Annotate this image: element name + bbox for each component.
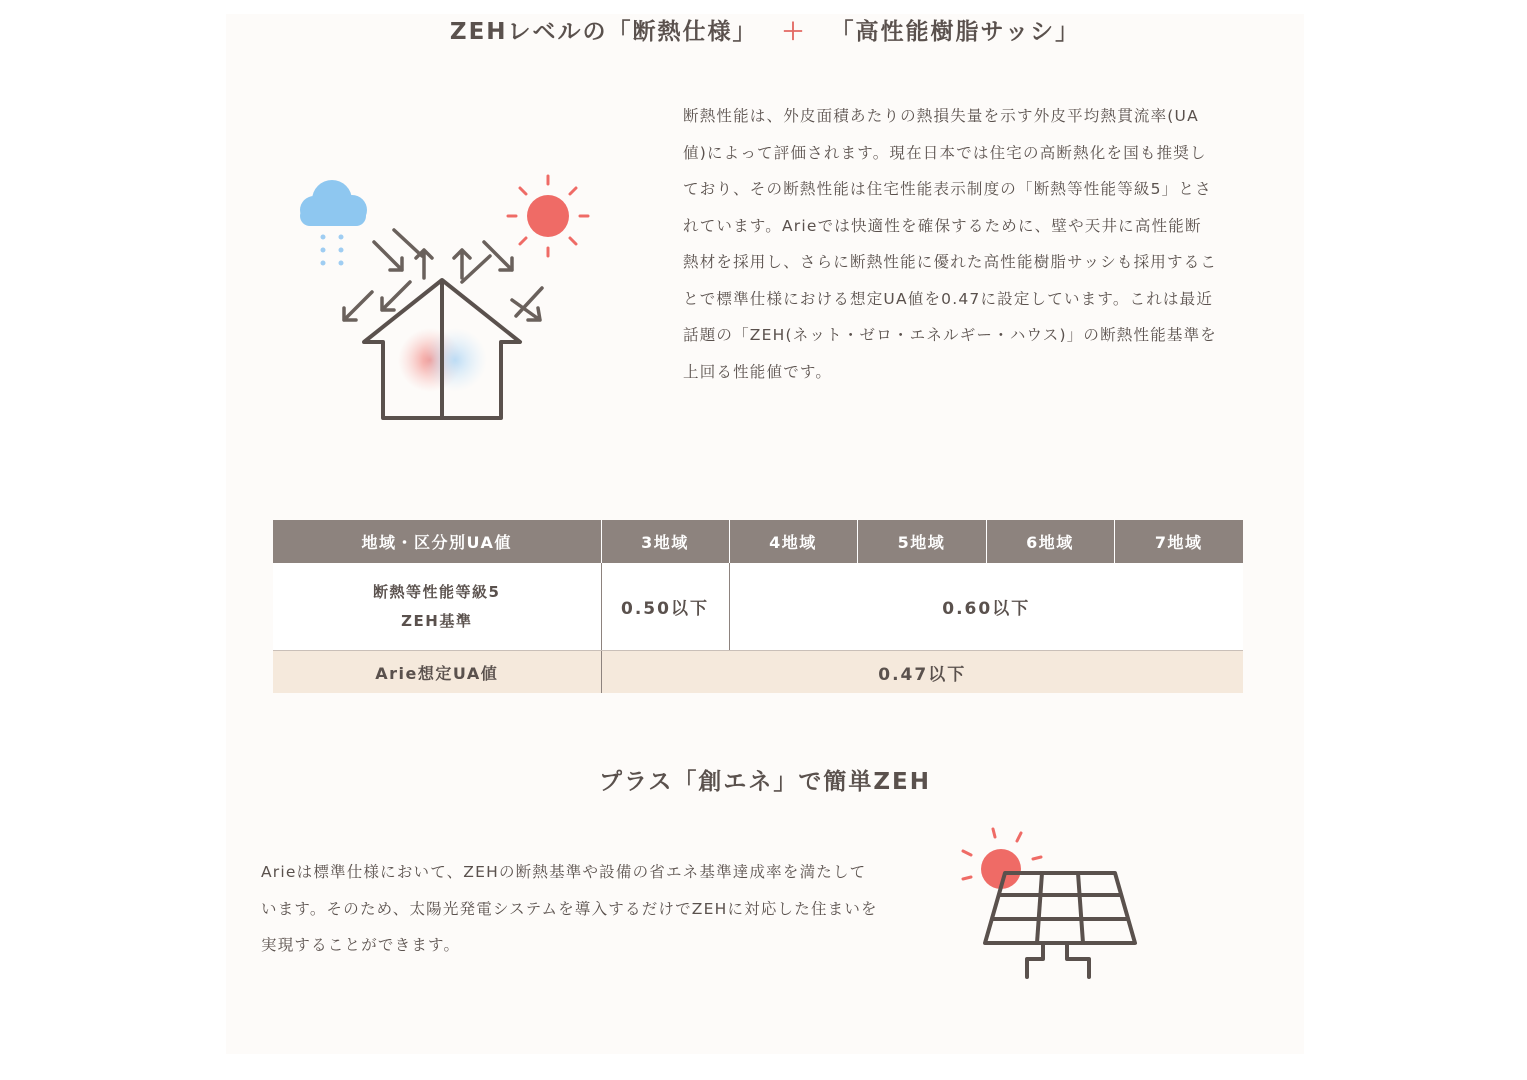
- cloud-icon: [300, 180, 367, 226]
- header-region-6: 6地域: [986, 520, 1114, 563]
- house-outline: [364, 280, 520, 418]
- solar-description: Arieは標準仕様において、ZEHの断熱基準や設備の省エネ基準達成率を満たしています。そのため、太陽光発電システムを導入するだけでZEHに対応した住まいを実現することができます。: [261, 863, 878, 954]
- ua-value-table: [273, 520, 1243, 693]
- header-region-5: 5地域: [857, 520, 986, 563]
- header-region-4: 4地域: [729, 520, 857, 563]
- value-region-4-7: 0.60以下: [729, 563, 1243, 651]
- heading-sash: 「高性能樹脂サッシ」: [830, 19, 1081, 45]
- table-row-standard: [273, 563, 1243, 651]
- table-row-arie: [273, 651, 1243, 694]
- house-insulation-icon: [290, 170, 600, 430]
- sun-icon: [508, 176, 588, 256]
- row-arie-label: Arie想定UA値: [273, 651, 601, 694]
- value-arie-ua: 0.47以下: [601, 651, 1243, 694]
- insulation-description: 断熱性能は、外皮面積あたりの熱損失量を示す外皮平均熱貫流率(UA値)によって評価されます。現在日本では住宅の高断熱化を国も推奨しており、その断熱性能は住宅性能表示制度の「断熱等性能等級5」とされています。Arieでは快適性を確保するために、壁や天井に高性能断熱材を採用し、さらに断熱性能に優れた高性能樹脂サッシも採用することで標準仕様における想定UA値を0.47に設定しています。これは最近話題の「ZEH(ネット・ゼロ・エネルギー・ハウス)」の断熱性能基準を上回る性能値です。: [683, 107, 1218, 381]
- header-region-ua: 地域・区分別UA値: [273, 520, 601, 563]
- section2-heading: プラス「創エネ」で簡単ZEH: [599, 769, 931, 795]
- row-standard-label: [273, 563, 601, 651]
- table-header-row: [273, 520, 1243, 563]
- label-zeh-standard: ZEH基準: [401, 611, 473, 630]
- label-grade5: 断熱等性能等級5: [373, 582, 501, 601]
- solar-panel-icon: [955, 825, 1145, 985]
- header-region-3: 3地域: [601, 520, 729, 563]
- panel-outline: [985, 873, 1135, 977]
- heading-insulation: ZEHレベルの「断熱仕様」: [449, 19, 758, 45]
- plus-sign: ＋: [781, 19, 807, 45]
- rain-icon: [321, 235, 344, 266]
- header-region-7: 7地域: [1114, 520, 1243, 563]
- section1-heading: [226, 14, 1304, 50]
- value-region-3: 0.50以下: [601, 563, 729, 651]
